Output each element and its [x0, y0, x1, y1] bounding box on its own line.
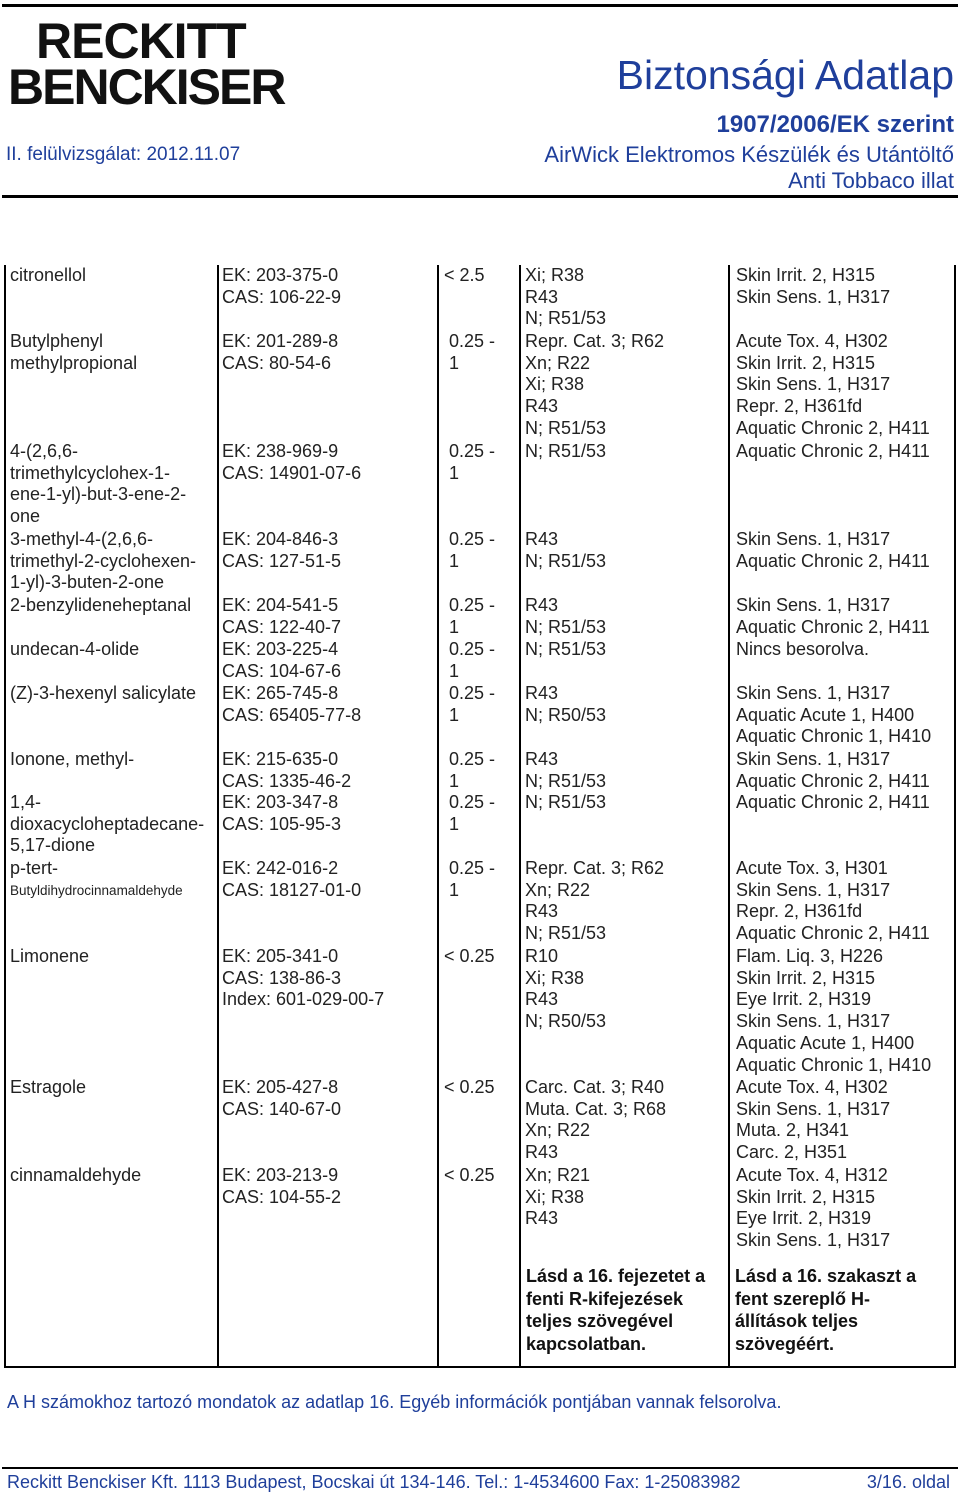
clp-classification: Skin Sens. 1, H317 Aquatic Chronic 2, H411: [736, 529, 930, 571]
product-variant: Anti Tobbaco illat: [788, 168, 954, 193]
substance-ids: EK: 204-541-5 CAS: 122-40-7: [222, 595, 342, 637]
r-phrases-note: Lásd a 16. fejezetet a fenti R-kifejezések teljes szövegével kapcsolatban.: [526, 1266, 706, 1354]
page-number: 3/16. oldal: [866, 1472, 950, 1492]
column-divider: [217, 265, 219, 1368]
dsd-classification: R43 N; R51/53: [525, 749, 607, 791]
substance-name-continued: Butyldihydrocinnamaldehyde: [10, 883, 183, 898]
reckitt-benckiser-logo: [8, 12, 298, 112]
clp-classification: Acute Tox. 3, H301 Skin Sens. 1, H317 Repr. 2, H361fd Aquatic Chronic 2, H411: [736, 858, 930, 944]
logo-line2: BENCKISER: [8, 59, 285, 112]
substance-ids: EK: 201-289-8 CAS: 80-54-6: [222, 331, 339, 373]
revision-date: II. felülvizsgálat: 2012.11.07: [6, 144, 241, 165]
substance-name: Ionone, methyl-: [10, 749, 135, 769]
column-divider: [519, 265, 521, 1368]
substance-ids: EK: 242-016-2 CAS: 18127-01-0: [222, 858, 362, 900]
clp-classification: Skin Sens. 1, H317 Aquatic Chronic 2, H411: [736, 595, 930, 637]
substance-concentration: < 2.5: [444, 265, 485, 285]
dsd-classification: R43 N; R51/53: [525, 529, 607, 571]
dsd-classification: R10 Xi; R38 R43 N; R50/53: [525, 946, 607, 1032]
substance-name: p-tert-: [10, 858, 59, 878]
table-border-left: [4, 265, 6, 1368]
column-divider: [728, 265, 730, 1368]
company-contact: Reckitt Benckiser Kft. 1113 Budapest, Bocskai út 134-146. Tel.: 1-4534600 Fax: 1-25083982: [7, 1472, 741, 1492]
substance-name: Estragole: [10, 1077, 87, 1097]
h-numbers-note: A H számokhoz tartozó mondatok az adatlap 16. Egyéb információk pontjában vannak felsorolva.: [7, 1392, 782, 1412]
substance-ids: EK: 238-969-9 CAS: 14901-07-6: [222, 441, 362, 483]
column-divider: [437, 265, 439, 1368]
substance-name: 3-methyl-4-(2,6,6- trimethyl-2-cyclohexen- 1-yl)-3-buten-2-one: [10, 529, 197, 593]
clp-classification: Nincs besorolva.: [736, 639, 870, 659]
table-border-right: [954, 265, 956, 1368]
clp-classification: Acute Tox. 4, H302 Skin Sens. 1, H317 Muta. 2, H341 Carc. 2, H351: [736, 1077, 891, 1163]
substance-concentration: 0.25 - 1: [449, 529, 496, 571]
clp-classification: Skin Sens. 1, H317 Aquatic Acute 1, H400 Aquatic Chronic 1, H410: [736, 683, 932, 747]
dsd-classification: N; R51/53: [525, 639, 607, 659]
logo-line1: RECKITT: [36, 13, 246, 69]
document-title: Biztonsági Adatlap: [616, 52, 954, 98]
regulation-reference: 1907/2006/EK szerint: [716, 111, 954, 138]
dsd-classification: Repr. Cat. 3; R62 Xn; R22 Xi; R38 R43 N; R51/53: [525, 331, 665, 438]
substance-ids: EK: 203-375-0 CAS: 106-22-9: [222, 265, 342, 307]
substance-name: undecan-4-olide: [10, 639, 140, 659]
h-statements-note: Lásd a 16. szakaszt a fent szereplő H- állítások teljes szövegéért.: [735, 1266, 917, 1354]
clp-classification: Aquatic Chronic 2, H411: [736, 792, 930, 812]
substance-concentration: 0.25 - 1: [449, 792, 496, 834]
dsd-classification: Repr. Cat. 3; R62 Xn; R22 R43 N; R51/53: [525, 858, 665, 944]
substance-name: Butylphenyl methylpropional: [10, 331, 138, 373]
substance-ids: EK: 204-846-3 CAS: 127-51-5: [222, 529, 342, 571]
substance-ids: EK: 203-213-9 CAS: 104-55-2: [222, 1165, 342, 1207]
dsd-classification: Xi; R38 R43 N; R51/53: [525, 265, 607, 329]
dsd-classification: N; R51/53: [525, 441, 607, 461]
clp-classification: Aquatic Chronic 2, H411: [736, 441, 930, 461]
dsd-classification: Carc. Cat. 3; R40 Muta. Cat. 3; R68 Xn; R22 R43: [525, 1077, 667, 1163]
substance-name: 2-benzylideneheptanal: [10, 595, 192, 615]
table-border-bottom: [4, 1366, 956, 1368]
substance-ids: EK: 203-225-4 CAS: 104-67-6: [222, 639, 342, 681]
dsd-classification: Xn; R21 Xi; R38 R43: [525, 1165, 591, 1229]
dsd-classification: R43 N; R50/53: [525, 683, 607, 725]
substance-concentration: 0.25 - 1: [449, 683, 496, 725]
substance-name: cinnamaldehyde: [10, 1165, 142, 1185]
substance-concentration: 0.25 - 1: [449, 858, 496, 900]
substance-ids: EK: 205-341-0 CAS: 138-86-3 Index: 601-029-00-7: [222, 946, 385, 1010]
substance-concentration: < 0.25: [444, 1165, 495, 1185]
clp-classification: Flam. Liq. 3, H226 Skin Irrit. 2, H315 Eye Irrit. 2, H319 Skin Sens. 1, H317 Aquatic Acute 1, H400 Aquatic Chronic 1, H410: [736, 946, 932, 1075]
clp-classification: Skin Sens. 1, H317 Aquatic Chronic 2, H411: [736, 749, 930, 791]
substance-ids: EK: 215-635-0 CAS: 1335-46-2: [222, 749, 352, 791]
substance-concentration: 0.25 - 1: [449, 595, 496, 637]
substance-name: 4-(2,6,6- trimethylcyclohex-1- ene-1-yl)-but-3-ene-2- one: [10, 441, 187, 527]
substance-ids: EK: 205-427-8 CAS: 140-67-0: [222, 1077, 342, 1119]
header-rule: [2, 195, 958, 198]
dsd-classification: N; R51/53: [525, 792, 607, 812]
substance-ids: EK: 203-347-8 CAS: 105-95-3: [222, 792, 342, 834]
clp-classification: Acute Tox. 4, H302 Skin Irrit. 2, H315 Skin Sens. 1, H317 Repr. 2, H361fd Aquatic Chronic 2, H411: [736, 331, 930, 438]
clp-classification: Acute Tox. 4, H312 Skin Irrit. 2, H315 Eye Irrit. 2, H319 Skin Sens. 1, H317: [736, 1165, 891, 1251]
substance-concentration: 0.25 - 1: [449, 331, 496, 373]
substance-concentration: 0.25 - 1: [449, 441, 496, 483]
product-name: AirWick Elektromos Készülék és Utántöltő: [544, 142, 954, 167]
top-rule: [2, 4, 958, 7]
dsd-classification: R43 N; R51/53: [525, 595, 607, 637]
footer-rule: [2, 1467, 958, 1469]
substance-concentration: < 0.25: [444, 1077, 495, 1097]
clp-classification: Skin Irrit. 2, H315 Skin Sens. 1, H317: [736, 265, 891, 307]
substance-concentration: 0.25 - 1: [449, 639, 496, 681]
ingredients-table: [4, 265, 956, 1368]
substance-name: Limonene: [10, 946, 90, 966]
substance-name: (Z)-3-hexenyl salicylate: [10, 683, 197, 703]
substance-concentration: 0.25 - 1: [449, 749, 496, 791]
substance-concentration: < 0.25: [444, 946, 495, 966]
substance-name: 1,4- dioxacycloheptadecane- 5,17-dione: [10, 792, 205, 856]
substance-ids: EK: 265-745-8 CAS: 65405-77-8: [222, 683, 362, 725]
substance-name: citronellol: [10, 265, 87, 285]
